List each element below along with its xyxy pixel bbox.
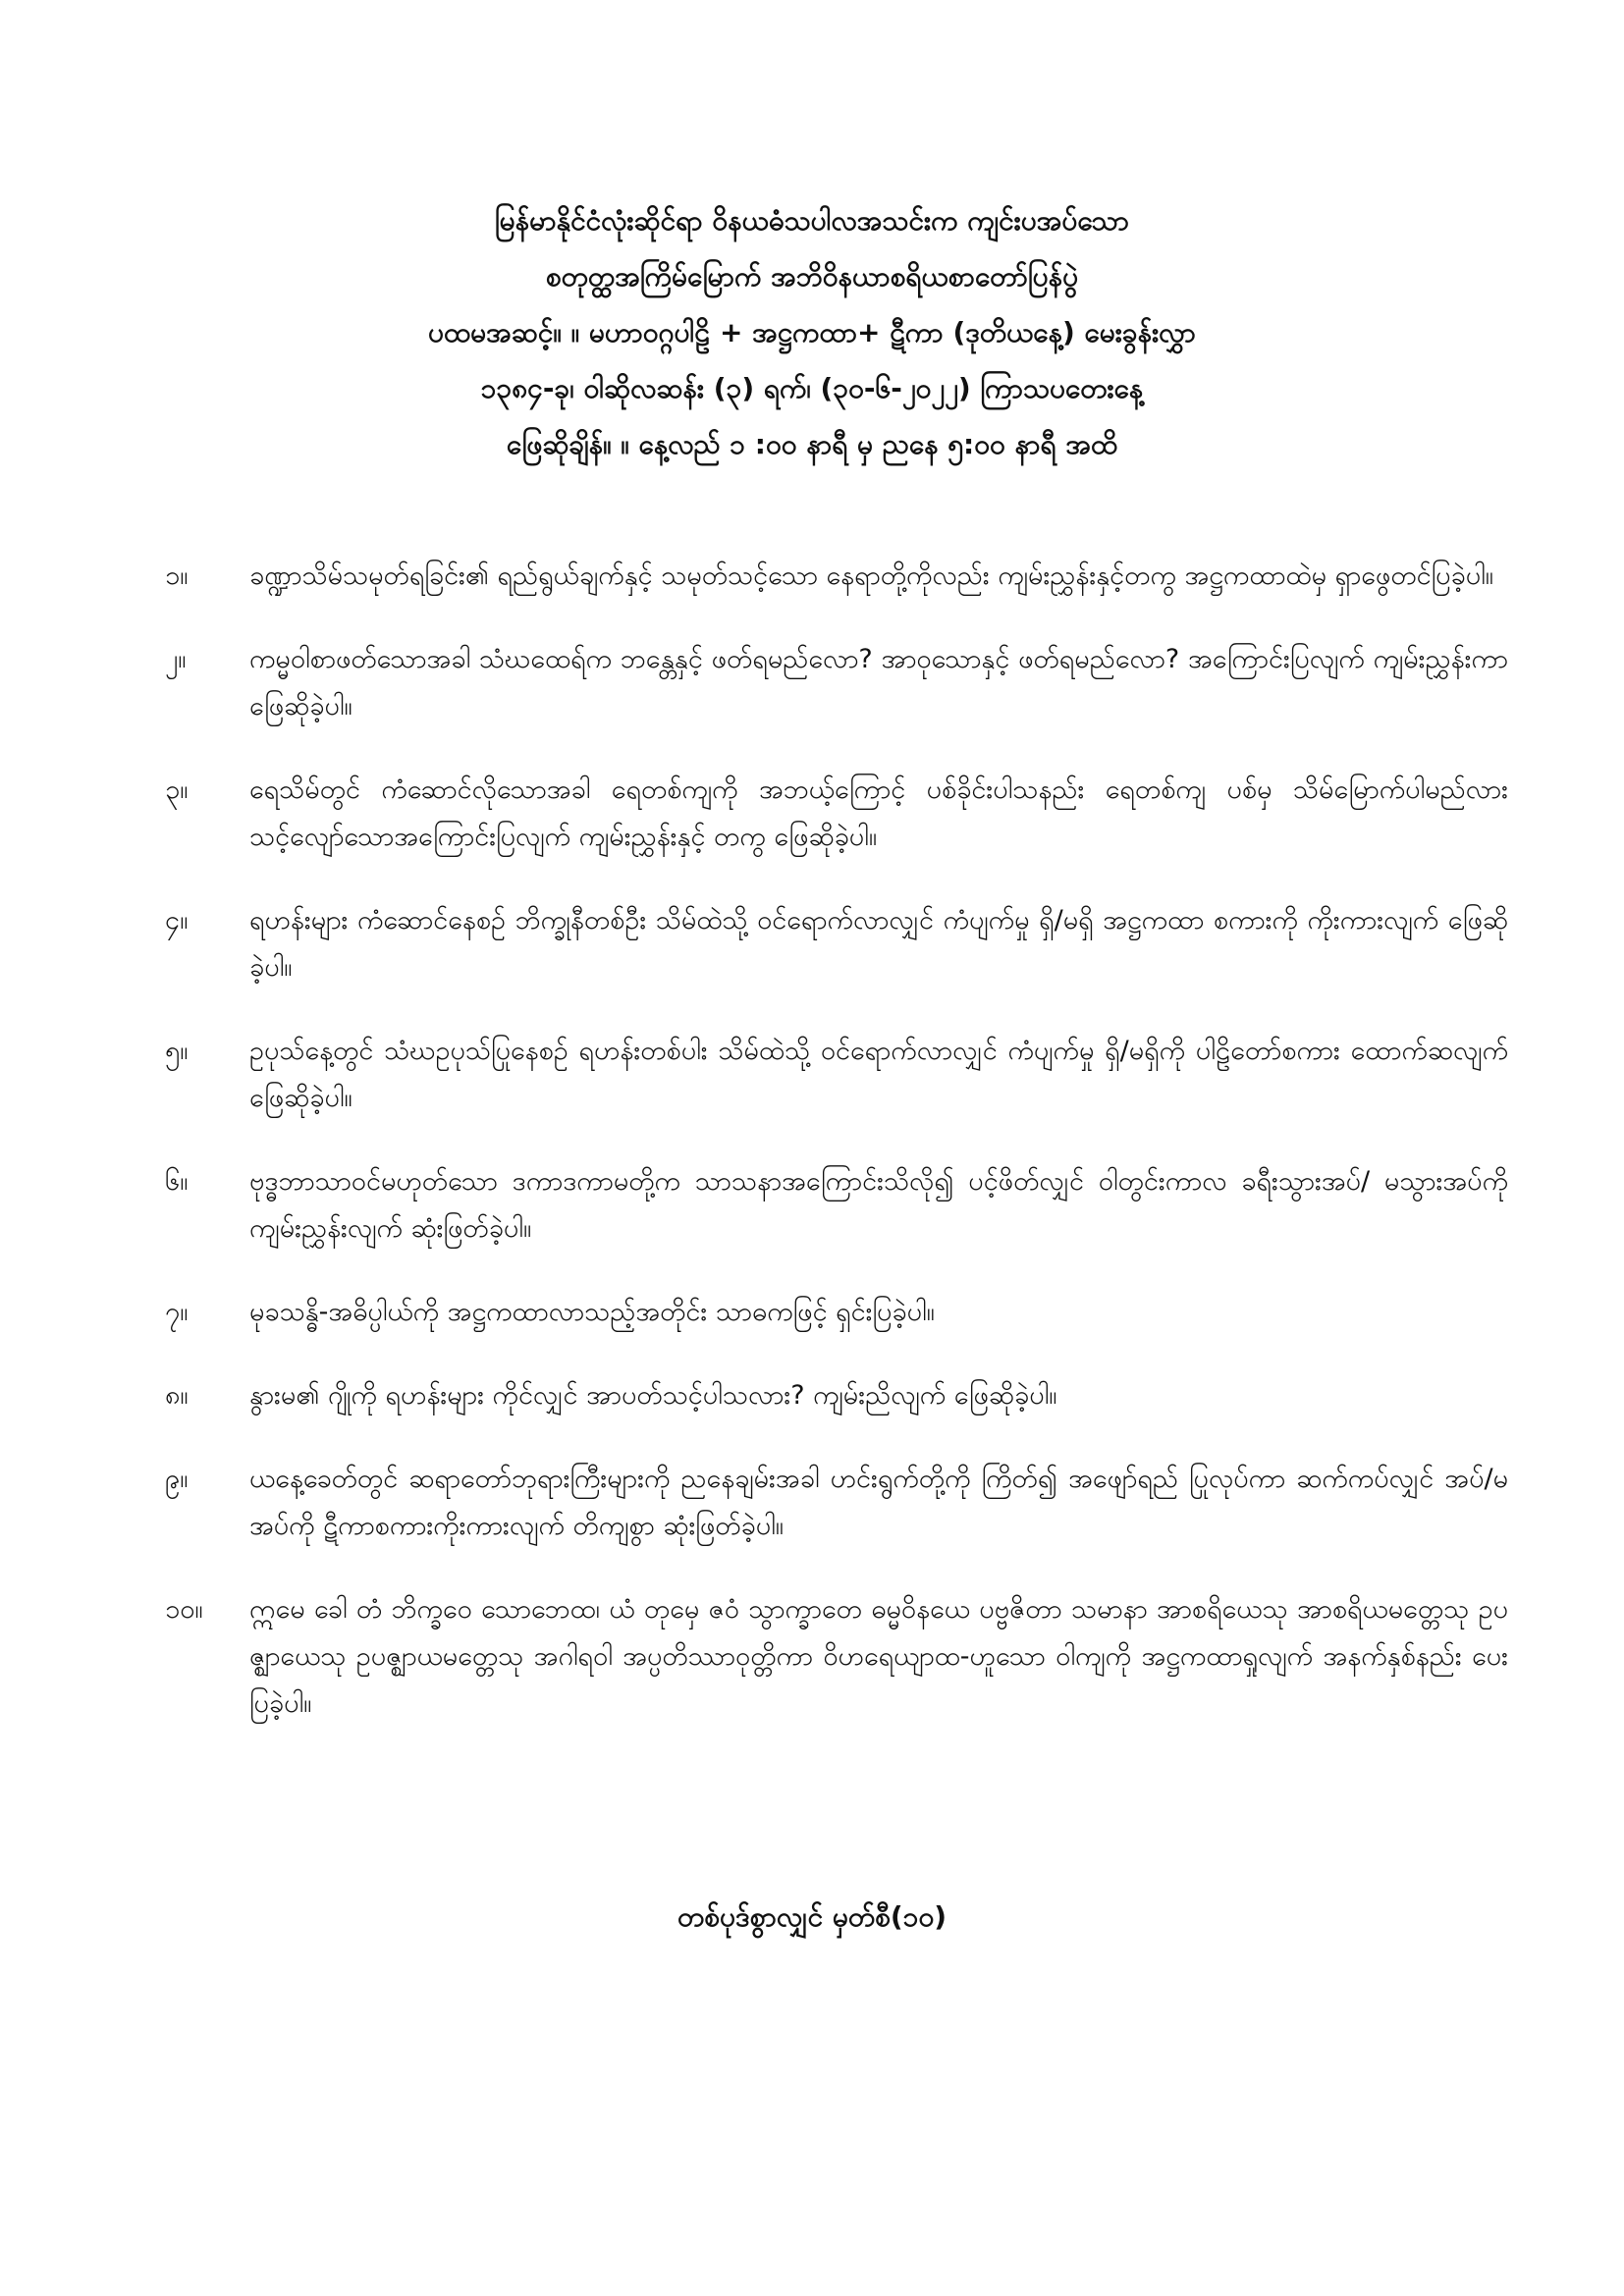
header-line-time: ဖြေဆိုချိန်။ ။ နေ့လည် ၁ :၀၀ နာရီ မှ ညနေ ၅:၀၀ နာရီ အထိ xyxy=(506,428,1118,460)
question-item xyxy=(165,636,1508,730)
exam-header xyxy=(147,192,1477,472)
question-text: ကမ္မဝါစာဖတ်သောအခါ သံဃထေရ်က ဘန္တေနှင့် ဖတ်ရမည်လော? အာဝုသောနှင့် ဖတ်ရမည်လော? အကြောင်းပြလျက် ကျမ်းညွှန်းကာ ဖြေဆိုခဲ့ပါ။ xyxy=(249,644,1508,721)
header-line-paper: ပထမအဆင့်။ ။ မဟာဝဂ္ဂပါဠိ + အဋ္ဌကထာ+ ဋီကာ (ဒုတိယနေ့) မေးခွန်းလွှာ xyxy=(428,316,1196,348)
question-number: ၇။ xyxy=(165,1297,189,1327)
question-list xyxy=(165,553,1508,1764)
question-text: ဣမေ ခေါ တံ ဘိက္ခဝေ သောဘေထ၊ ယံ တုမှေ ဇဝံ သွာက္ခာတေ ဓမ္မဝိနယေ ပဗ္ဗဇိတာ သမာနာ အာစရိယေသု အာစရိယမတ္တေသု ဥပဇ္ဈာယေသု ဥပဇ္ဈာယမတ္တေသု အဂါရဝါ အပ္ပတိဿာဝုတ္တိကာ ဝိဟရေယျာထ-ဟူသော ဝါကျကို အဋ္ဌကထာရှုလျက် အနက်နှစ်နည်း ပေးပြခဲ့ပါ။ xyxy=(249,1594,1508,1719)
question-item xyxy=(165,897,1508,991)
question-item xyxy=(165,1289,1508,1336)
header-line-event: စတုတ္ထအကြိမ်မြောက် အဘိဝိနယာစရိယစာတော်ပြန်ပွဲ xyxy=(545,260,1079,293)
question-item xyxy=(165,1586,1508,1728)
question-item xyxy=(165,1028,1508,1122)
question-number: ၃။ xyxy=(165,774,189,805)
question-number: ၈။ xyxy=(165,1380,189,1411)
question-number: ၉။ xyxy=(165,1464,189,1494)
question-item xyxy=(165,553,1508,600)
question-item xyxy=(165,1372,1508,1419)
question-item xyxy=(165,1456,1508,1550)
question-number: ၁၀။ xyxy=(165,1594,203,1625)
question-number: ၄။ xyxy=(165,905,189,935)
question-text: ဥပုသ်နေ့တွင် သံဃဥပုသ်ပြုနေစဉ် ရဟန်းတစ်ပါး သိမ်ထဲသို့ ဝင်ရောက်လာလျှင် ကံပျက်မှု ရှိ/မရှိကို ပါဠိတော်စကား ထောက်ဆလျက် ဖြေဆိုခဲ့ပါ။ xyxy=(249,1036,1508,1113)
question-item xyxy=(165,1158,1508,1253)
question-text: ရေသိမ်တွင် ကံဆောင်လိုသောအခါ ရေတစ်ကျကို အဘယ့်ကြောင့် ပစ်ခိုင်းပါသနည်း ရေတစ်ကျ ပစ်မှ သိမ်မြောက်ပါမည်လား သင့်လျော်သောအကြောင်းပြလျက် ကျမ်းညွှန်းနှင့် တကွ ဖြေဆိုခဲ့ပါ။ xyxy=(249,774,1508,852)
question-number: ၁။ xyxy=(165,561,189,591)
question-text: ခဏ္ဍာသိမ်သမုတ်ရခြင်း၏ ရည်ရွယ်ချက်နှင့် သမုတ်သင့်သော နေရာတို့ကိုလည်း ကျမ်းညွှန်းနှင့်တကွ အဋ္ဌကထာထဲမှ ရှာဖွေတင်ပြခဲ့ပါ။ xyxy=(249,561,1493,591)
question-text: နွားမ၏ ဂျိုကို ရဟန်းများ ကိုင်လျှင် အာပတ်သင့်ပါသလား? ကျမ်းညိလျက် ဖြေဆိုခဲ့ပါ။ xyxy=(249,1380,1057,1411)
question-text: ယနေ့ခေတ်တွင် ဆရာတော်ဘုရားကြီးများကို ညနေချမ်းအခါ ဟင်းရွက်တို့ကို ကြိတ်၍ အဖျော်ရည် ပြုလုပ်ကာ ဆက်ကပ်လျှင် အပ်/မအပ်ကို ဋီကာစကားကိုးကားလျက် တိကျစွာ ဆုံးဖြတ်ခဲ့ပါ။ xyxy=(249,1464,1508,1541)
question-number: ၆။ xyxy=(165,1166,189,1197)
header-line-date: ၁၃၈၄-ခု၊ ဝါဆိုလဆန်း (၃) ရက်၊ (၃၀-၆-၂၀၂၂) ကြာသပတေးနေ့ xyxy=(480,372,1144,404)
question-text: ရဟန်းများ ကံဆောင်နေစဉ် ဘိက္ခုနီတစ်ဦး သိမ်ထဲသို့ ဝင်ရောက်လာလျှင် ကံပျက်မှု ရှိ/မရှိ အဋ္ဌကထာ စကားကို ကိုးကားလျက် ဖြေဆိုခဲ့ပါ။ xyxy=(249,905,1508,983)
question-number: ၂။ xyxy=(165,644,187,674)
question-text: မုခသန္ဓိ-အဓိပ္ပါယ်ကို အဋ္ဌကထာလာသည့်အတိုင်း သာဓကဖြင့် ရှင်းပြခဲ့ပါ။ xyxy=(249,1297,935,1327)
question-item xyxy=(165,767,1508,861)
marks-note: တစ်ပုဒ်စွာလျှင် မှတ်စီ(၁၀) xyxy=(677,1900,947,1933)
question-number: ၅။ xyxy=(165,1036,189,1066)
header-line-organization: မြန်မာနိုင်ငံလုံးဆိုင်ရာ ဝိနယဓံသပါလအသင်းက ကျင်းပအပ်သော xyxy=(494,204,1130,237)
question-text: ဗုဒ္ဓဘာသာဝင်မဟုတ်သော ဒကာဒကာမတို့က သာသနာအကြောင်းသိလို၍ ပင့်ဖိတ်လျှင် ဝါတွင်းကာလ ခရီးသွားအပ်/ မသွားအပ်ကို ကျမ်းညွှန်းလျက် ဆုံးဖြတ်ခဲ့ပါ။ xyxy=(249,1166,1508,1244)
